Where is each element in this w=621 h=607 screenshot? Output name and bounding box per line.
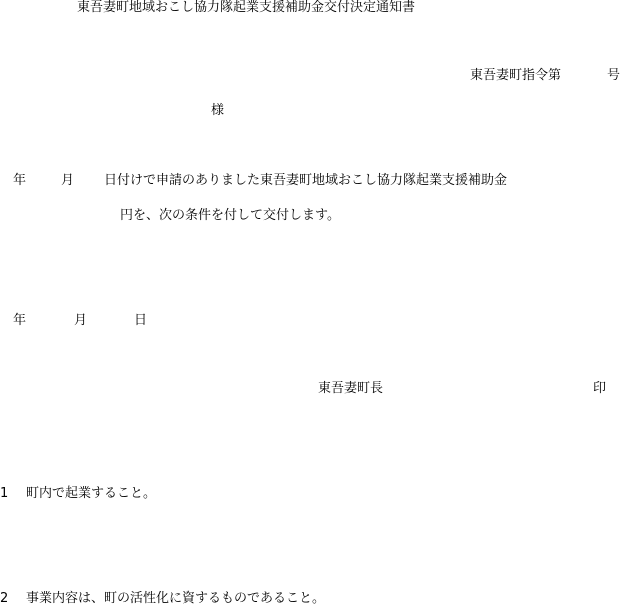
condition-1-number: 1 [0, 486, 9, 501]
date-year-label: 年 [13, 313, 27, 328]
condition-1-text: 町内で起業すること。 [26, 486, 157, 501]
seal-mark: 印 [593, 381, 607, 396]
date-month-label: 月 [74, 313, 88, 328]
application-month-label: 月 [61, 173, 75, 188]
body-line-1: 日付けで申請のありました東吾妻町地域おこし協力隊起業支援補助金 [104, 173, 508, 188]
reference-prefix: 東吾妻町指令第 [470, 68, 562, 83]
signer-title: 東吾妻町長 [318, 381, 384, 396]
addressee-honorific: 様 [211, 103, 225, 118]
date-day-label: 日 [134, 313, 148, 328]
document-title: 東吾妻町地域おこし協力隊起業支援補助金交付決定通知書 [77, 0, 416, 15]
body-line-2: 円を、次の条件を付して交付します。 [120, 208, 340, 223]
application-year-label: 年 [13, 173, 27, 188]
condition-2-number: 2 [0, 591, 9, 606]
reference-suffix: 号 [607, 68, 621, 83]
condition-2-text: 事業内容は、町の活性化に資するものであること。 [26, 591, 326, 606]
